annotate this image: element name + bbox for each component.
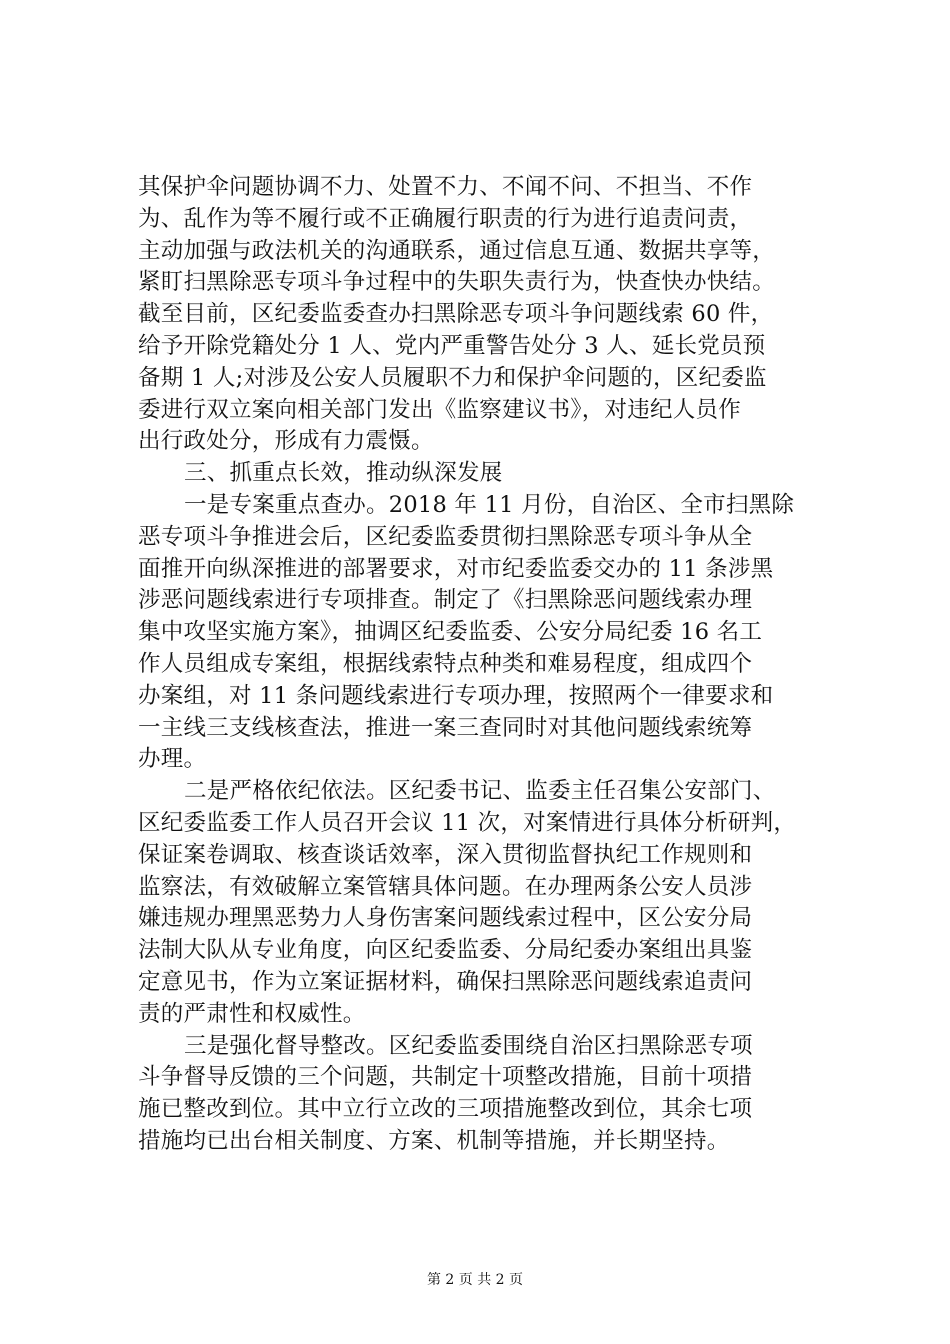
page-footer: 第 2 页 共 2 页 bbox=[426, 1272, 524, 1288]
text-line: 监察法，有效破解立案管辖具体问题。在办理两条公安人员涉 bbox=[138, 873, 753, 900]
text-line: 主动加强与政法机关的沟通联系，通过信息互通、数据共享等， bbox=[138, 237, 776, 264]
paragraph-start-line: 二是严格依纪依法。区纪委书记、监委主任召集公安部门、 bbox=[184, 778, 776, 805]
text-line: 紧盯扫黑除恶专项斗争过程中的失职失责行为，快查快办快结。 bbox=[138, 269, 776, 296]
section-heading: 三、抓重点长效，推动纵深发展 bbox=[184, 460, 503, 487]
text-line: 其保护伞问题协调不力、处置不力、不闻不问、不担当、不作 bbox=[138, 174, 753, 200]
document-body bbox=[138, 172, 858, 1158]
text-line: 为、乱作为等不履行或不正确履行职责的行为进行追责问责， bbox=[138, 205, 753, 232]
text-line: 措施均已出台相关制度、方案、机制等措施，并长期坚持。 bbox=[138, 1127, 730, 1154]
text-line: 给予开除党籍处分 1 人、党内严重警告处分 3 人、延长党员预 bbox=[138, 332, 766, 359]
text-line: 区纪委监委工作人员召开会议 11 次，对案情进行具体分析研判， bbox=[138, 809, 797, 836]
text-line: 责的严肃性和权威性。 bbox=[138, 1000, 366, 1027]
paragraph-start-line: 一是专案重点查办。2018 年 11 月份，自治区、全市扫黑除 bbox=[184, 491, 795, 518]
text-line: 保证案卷调取、核查谈话效率，深入贯彻监督执纪工作规则和 bbox=[138, 841, 753, 868]
text-line: 涉恶问题线索进行专项排查。制定了《扫黑除恶问题线索办理 bbox=[138, 587, 753, 614]
text-line: 作人员组成专案组，根据线索特点种类和难易程度，组成四个 bbox=[138, 650, 753, 677]
text-line: 恶专项斗争推进会后，区纪委监委贯彻扫黑除恶专项斗争从全 bbox=[138, 523, 753, 550]
text-line: 委进行双立案向相关部门发出《监察建议书》，对违纪人员作 bbox=[138, 396, 742, 423]
text-line: 定意见书，作为立案证据材料，确保扫黑除恶问题线索追责问 bbox=[138, 968, 753, 995]
text-line: 办理。 bbox=[138, 746, 207, 773]
text-line: 集中攻坚实施方案》，抽调区纪委监委、公安分局纪委 16 名工 bbox=[138, 619, 763, 646]
text-line: 备期 1 人;对涉及公安人员履职不力和保护伞问题的，区纪委监 bbox=[138, 364, 767, 391]
text-line: 施已整改到位。其中立行立改的三项措施整改到位，其余七项 bbox=[138, 1096, 753, 1123]
text-line: 截至目前，区纪委监委查办扫黑除恶专项斗争问题线索 60 件， bbox=[138, 301, 774, 328]
text-line: 法制大队从专业角度，向区纪委监委、分局纪委办案组出具鉴 bbox=[138, 937, 753, 964]
text-line: 办案组，对 11 条问题线索进行专项办理，按照两个一律要求和 bbox=[138, 682, 774, 709]
text-line: 斗争督导反馈的三个问题，共制定十项整改措施，目前十项措 bbox=[138, 1064, 753, 1091]
text-line: 嫌违规办理黑恶势力人身伤害案问题线索过程中，区公安分局 bbox=[138, 905, 753, 932]
text-line: 一主线三支线核查法，推进一案三查同时对其他问题线索统筹 bbox=[138, 714, 753, 741]
text-line: 面推开向纵深推进的部署要求，对市纪委监委交办的 11 条涉黑 bbox=[138, 555, 774, 582]
paragraph-start-line: 三是强化督导整改。区纪委监委围绕自治区扫黑除恶专项 bbox=[184, 1032, 753, 1059]
text-line: 出行政处分，形成有力震慑。 bbox=[138, 428, 434, 455]
